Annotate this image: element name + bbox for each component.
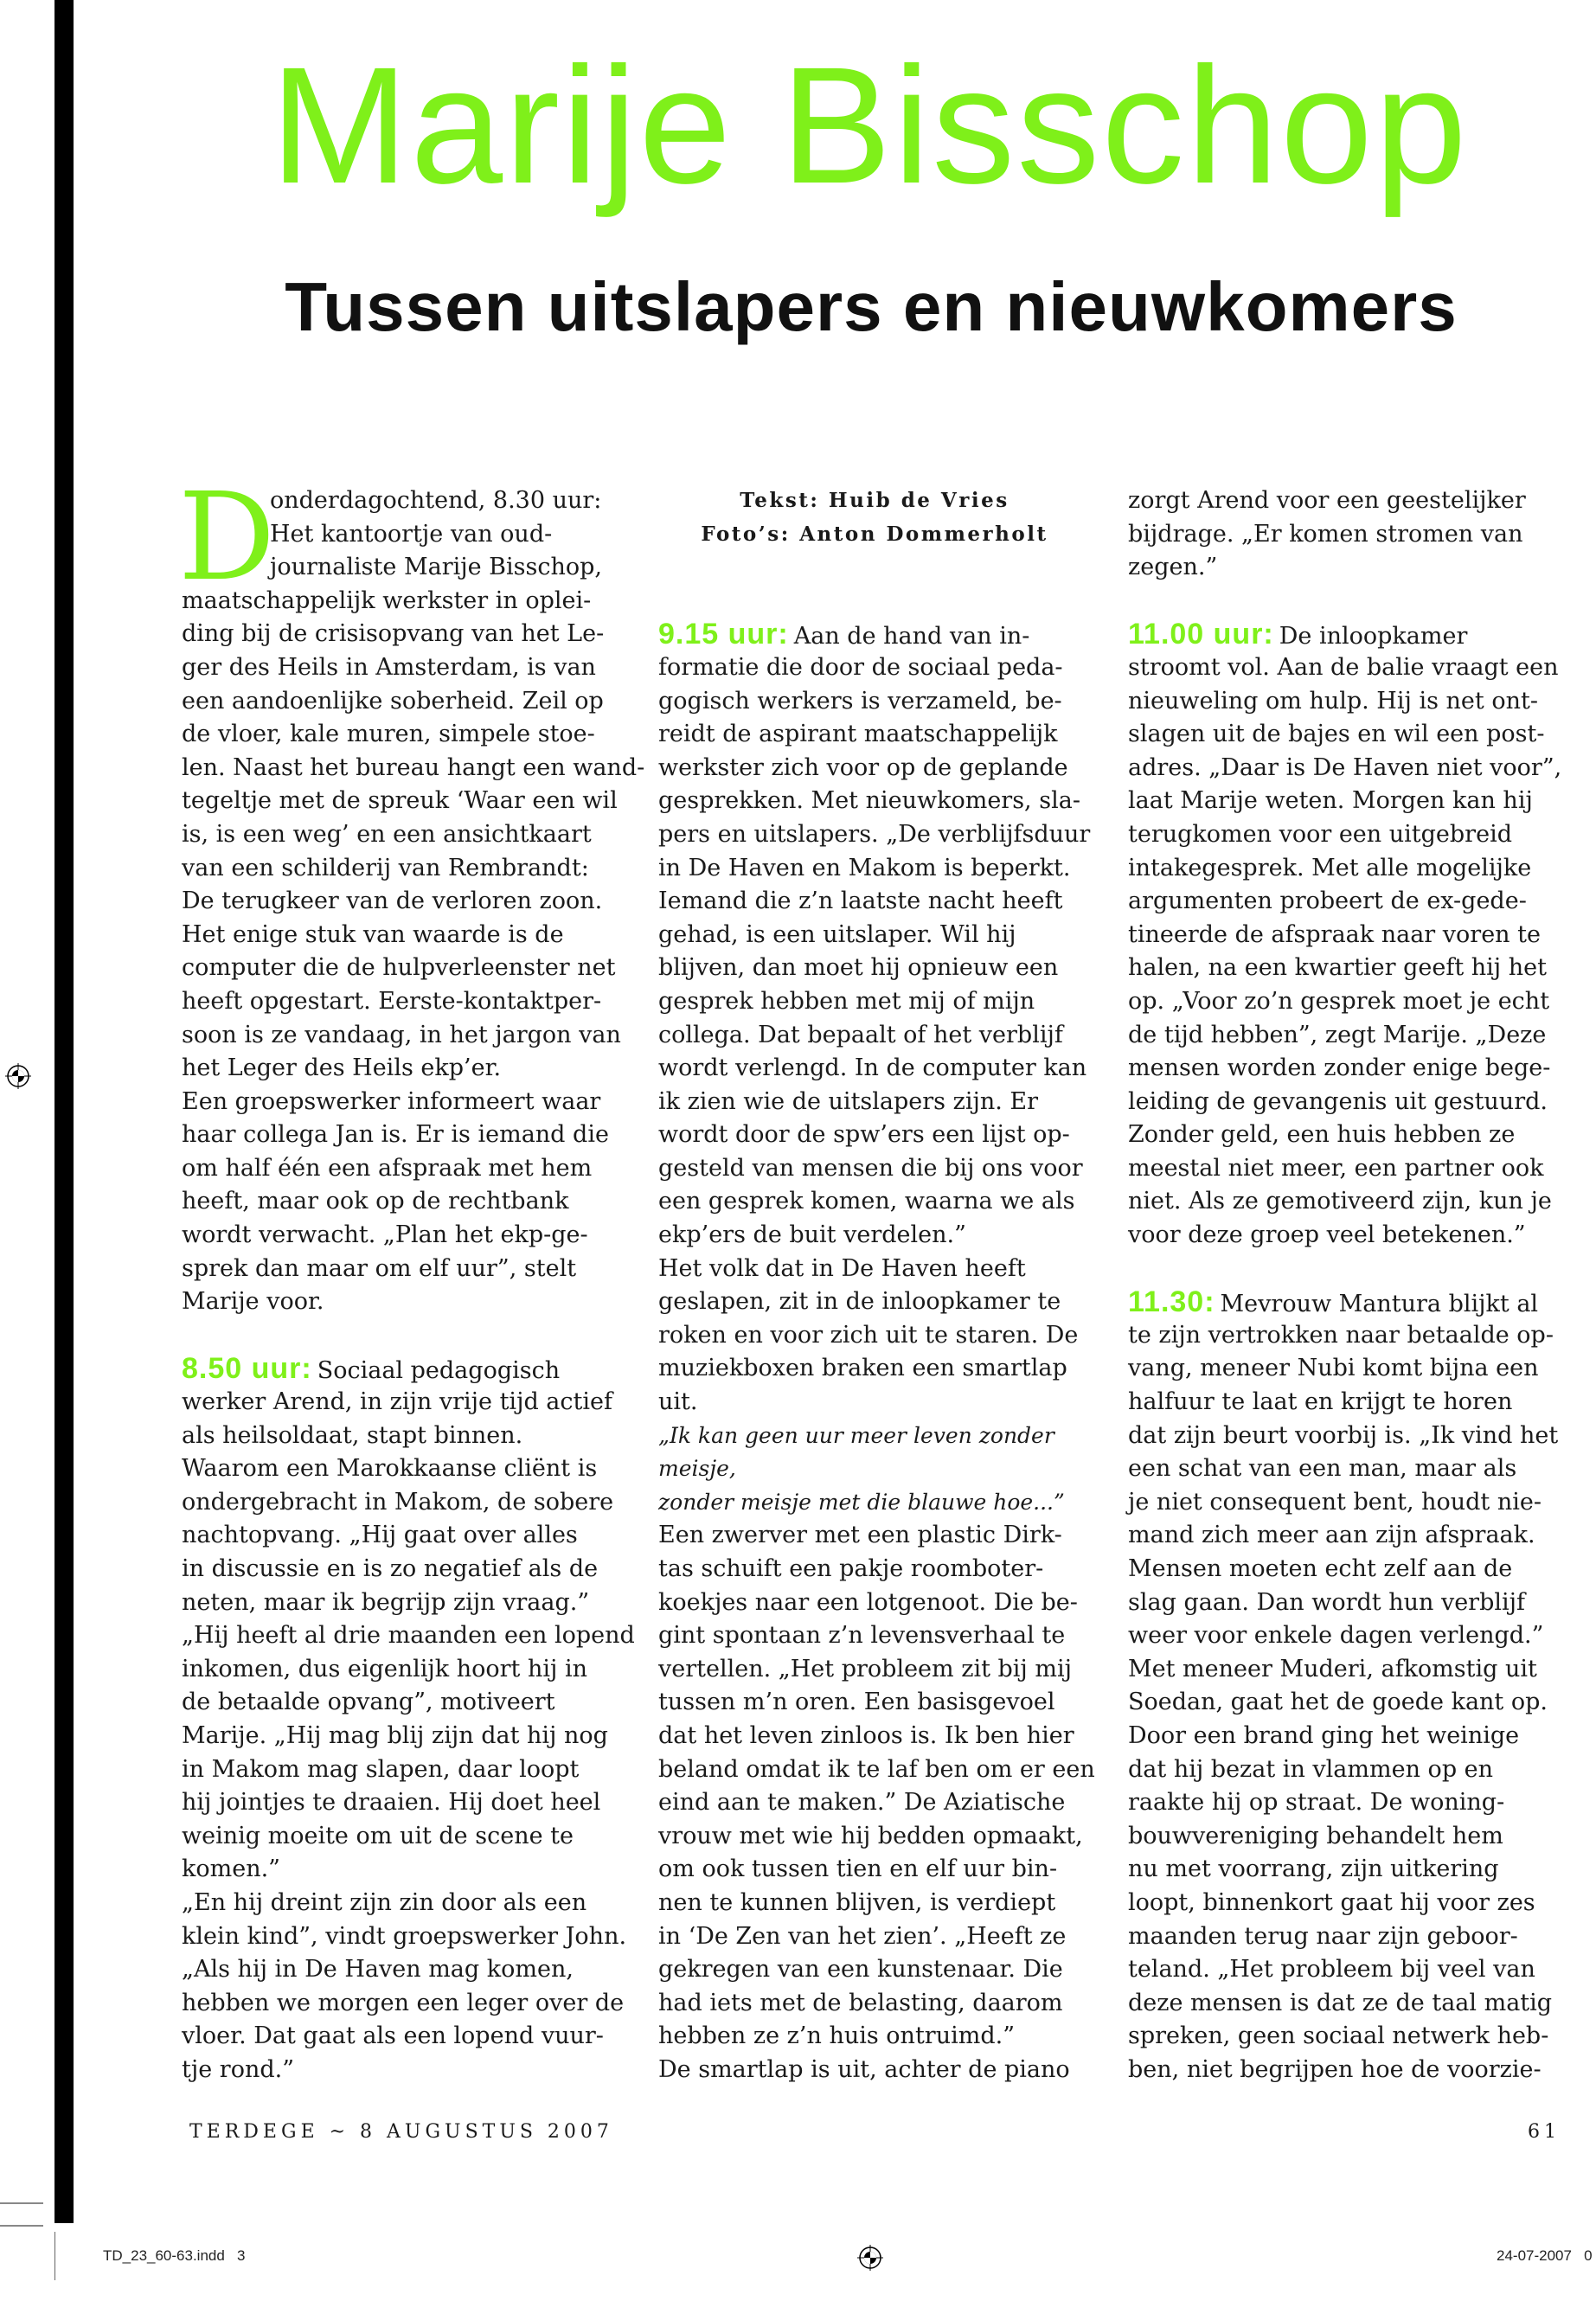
text-line: tas schuift een pakje roomboter- (658, 1555, 1044, 1582)
text-line: in De Haven en Makom is beperkt. (658, 854, 1071, 881)
text-line: Het enige stuk van waarde is de (182, 920, 564, 948)
text-line: gehad, is een uitslaper. Wil hij (658, 920, 1016, 948)
text-line: zorgt Arend voor een geestelijker (1128, 487, 1526, 514)
text-line: halen, na een kwartier geeft hij het (1128, 954, 1547, 982)
text-line: Het volk dat in De Haven heeft (658, 1254, 1026, 1282)
text-line: als heilsoldaat, stapt binnen. (182, 1421, 523, 1449)
text-line: nieuweling om hulp. Hij is net ont- (1128, 687, 1538, 715)
text-line: Het kantoortje van oud- (270, 520, 553, 548)
text-line: neten, maar ik begrijp zijn vraag.” (182, 1588, 590, 1616)
text-line: niet. Als ze gemotiveerd zijn, kun je (1128, 1188, 1552, 1215)
text-line: formatie die door de sociaal peda- (658, 653, 1063, 681)
text-line (1128, 1285, 1561, 1319)
text-line: werkster zich voor op de geplande (658, 753, 1068, 781)
text-line: Met meneer Muderi, afkomstig uit (1128, 1655, 1537, 1682)
article-credit: Foto’s: Anton Dommerholt (701, 522, 1048, 546)
text-line: het Leger des Heils ekp’er. (182, 1054, 502, 1082)
article-credit: Tekst: Huib de Vries (740, 489, 1010, 512)
text-line: ger des Heils in Amsterdam, is van (182, 653, 596, 681)
text-line: ondergebracht in Makom, de sobere (182, 1488, 614, 1516)
text-line: blijven, dan moet hij opnieuw een (658, 954, 1059, 982)
crop-mark (0, 2225, 43, 2227)
text-line: een gesprek komen, waarna we als (658, 1188, 1075, 1215)
text-line: vloer. Dat gaat als een lopend vuur- (182, 2022, 604, 2050)
text-line: heeft, maar ook op de rechtbank (182, 1188, 569, 1215)
text-line: van een schilderij van Rembrandt: (182, 854, 589, 881)
text-line: „En hij dreint zijn zin door als een (182, 1888, 587, 1916)
text-line: ding bij de crisisopvang van het Le- (182, 620, 605, 648)
text-run: Mevrouw Mantura blijkt al (1220, 1291, 1539, 1318)
text-line (182, 1352, 623, 1386)
text-line: ekp’ers de buit verdelen.” (658, 1221, 966, 1249)
text-line: adres. „Daar is De Haven niet voor”, (1128, 753, 1562, 781)
text-line: ik zien wie de uitslapers zijn. Er (658, 1087, 1039, 1115)
text-line: mensen worden zonder enige bege- (1128, 1054, 1551, 1082)
text-line: terugkomen voor een uitgebreid (1128, 820, 1512, 848)
text-line: Zonder geld, een huis hebben ze (1128, 1121, 1516, 1149)
text-line: nen te kunnen blijven, is verdiept (658, 1888, 1056, 1916)
text-line: onderdagochtend, 8.30 uur: (270, 487, 602, 514)
text-line: gesteld van mensen die bij ons voor (658, 1154, 1083, 1182)
text-run: De inloopkamer (1279, 623, 1468, 651)
text-line: hebben we morgen een leger over de (182, 1989, 625, 2016)
text-line: vertellen. „Het probleem zit bij mij (658, 1655, 1072, 1682)
crop-mark (0, 2202, 43, 2204)
text-line: deze mensen is dat ze de taal matig (1128, 1989, 1553, 2016)
text-line: spreken, geen sociaal netwerk heb- (1128, 2022, 1549, 2050)
time-heading: 11.00 uur: (1128, 618, 1274, 651)
text-line: wordt door de spw’ers een lijst op- (658, 1121, 1070, 1149)
text-line: de betaalde opvang”, motiveert (182, 1689, 555, 1716)
drop-cap: D (178, 467, 276, 608)
text-line: „Hij heeft al drie maanden een lopend (182, 1622, 635, 1650)
text-line: Marije voor. (182, 1288, 324, 1316)
text-line: Marije. „Hij mag blij zijn dat hij nog (182, 1721, 608, 1749)
text-line: in Makom mag slapen, daar loopt (182, 1755, 580, 1783)
text-line: stroomt vol. Aan de balie vraagt een (1128, 653, 1559, 681)
text-line: teland. „Het probleem bij veel van (1128, 1956, 1535, 1984)
text-line (1128, 585, 1561, 619)
text-line (1128, 1253, 1561, 1286)
text-line (1128, 618, 1561, 651)
text-line: halfuur te laat en krijgt te horen (1128, 1388, 1513, 1416)
text-line: mand zich meer aan zijn afspraak. (1128, 1522, 1535, 1549)
text-line: tegeltje met de spreuk ‘Waar een wil (182, 787, 618, 815)
text-line (182, 1319, 623, 1353)
text-line: voor deze groep veel betekenen.” (1128, 1221, 1526, 1249)
text-line: wordt verwacht. „Plan het ekp-ge- (182, 1221, 588, 1249)
text-line: raakte hij op straat. De woning- (1128, 1789, 1505, 1817)
text-line: tussen m’n oren. Een basisgevoel (658, 1689, 1055, 1716)
text-line: gekregen van een kunstenaar. Die (658, 1956, 1063, 1984)
text-line: zegen.” (1128, 554, 1218, 581)
text-line: beland omdat ik te laf ben om er een (658, 1755, 1095, 1783)
slug-date: 24-07-2007 0 (1497, 2247, 1593, 2264)
registration-mark-icon (5, 1063, 31, 1089)
text-line: gesprek hebben met mij of mijn (658, 987, 1035, 1015)
text-line: vrouw met wie hij bedden opmaakt, (658, 1822, 1083, 1849)
text-run: Aan de hand van in- (793, 623, 1030, 651)
text-line: tje rond.” (182, 2055, 295, 2083)
text-line: klein kind”, vindt groepswerker John. (182, 1922, 627, 1950)
text-line: had iets met de belasting, daarom (658, 1989, 1063, 2016)
registration-mark-icon (857, 2245, 883, 2271)
text-line: argumenten probeert de ex-gede- (1128, 888, 1527, 915)
text-line: Soedan, gaat het de goede kant op. (1128, 1689, 1548, 1716)
text-line: slagen uit de bajes en wil een post- (1128, 721, 1545, 748)
article-column-3 (1128, 484, 1561, 2087)
text-line: om ook tussen tien en elf uur bin- (658, 1856, 1058, 1883)
text-line: wordt verlengd. In de computer kan (658, 1054, 1087, 1082)
text-line (658, 585, 1091, 619)
text-line: hij jointjes te draaien. Hij doet heel (182, 1789, 601, 1817)
text-line: Iemand die z’n laatste nacht heeft (658, 888, 1063, 915)
text-line: in discussie en is zo negatief als de (182, 1555, 599, 1582)
time-heading: 11.30: (1128, 1285, 1215, 1319)
text-line: tineerde de afspraak naar voren te (1128, 920, 1541, 948)
time-heading: 9.15 uur: (658, 618, 789, 651)
text-line: een aandoenlijke soberheid. Zeil op (182, 687, 604, 715)
text-line: Een zwerver met een plastic Dirk- (658, 1522, 1062, 1549)
text-line: komen.” (182, 1856, 280, 1883)
text-line: loopt, binnenkort gaat hij voor zes (1128, 1888, 1535, 1916)
text-line: dat het leven zinloos is. Ik ben hier (658, 1721, 1074, 1749)
text-line: gesprekken. Met nieuwkomers, sla- (658, 787, 1080, 815)
text-line: is, is een weg’ en een ansichtkaart (182, 820, 592, 848)
text-run: Sociaal pedagogisch (317, 1357, 561, 1385)
text-line: meestal niet meer, een partner ook (1128, 1154, 1544, 1182)
text-line: weer voor enkele dagen verlengd.” (1128, 1622, 1544, 1650)
text-line: leiding de gevangenis uit gestuurd. (1128, 1087, 1548, 1115)
text-line: dat zijn beurt voorbij is. „Ik vind het (1128, 1421, 1559, 1449)
text-line: een schat van een man, maar als (1128, 1455, 1517, 1483)
quoted-lyric: zonder meisje met die blauwe hoe...” (658, 1489, 1065, 1515)
text-line: Een groepswerker informeert waar (182, 1087, 601, 1115)
text-line: dat hij bezat in vlammen op en (1128, 1755, 1494, 1783)
text-line: nu met voorrang, zijn uitkering (1128, 1856, 1499, 1883)
text-line: ben, niet begrijpen hoe de voorzie- (1128, 2055, 1542, 2083)
text-line: vang, meneer Nubi komt bijna een (1128, 1355, 1539, 1382)
text-line: om half één een afspraak met hem (182, 1154, 593, 1182)
text-line: bouwvereniging behandelt hem (1128, 1822, 1503, 1849)
article-subtitle: Tussen uitslapers en nieuwkomers (285, 268, 1458, 345)
text-line: de vloer, kale muren, simpele stoe- (182, 721, 595, 748)
text-line: maatschappelijk werkster in oplei- (182, 586, 592, 614)
page-title: Marije Bisschop (270, 32, 1469, 218)
page-number: 61 (1528, 2121, 1561, 2143)
text-line: computer die de hulpverleenster net (182, 954, 616, 982)
text-line: gogisch werkers is verzameld, be- (658, 687, 1062, 715)
text-line: koekjes naar een lotgenoot. Die be- (658, 1588, 1078, 1616)
text-line: collega. Dat bepaalt of het verblijf (658, 1021, 1063, 1048)
text-line: „Als hij in De Haven mag komen, (182, 1956, 574, 1984)
text-line: len. Naast het bureau hangt een wand- (182, 753, 645, 781)
crop-mark (54, 2232, 55, 2280)
time-heading: 8.50 uur: (182, 1352, 312, 1386)
text-line: hebben ze z’n huis ontruimd.” (658, 2022, 1016, 2050)
slug-file: TD_23_60-63.indd 3 (103, 2247, 246, 2264)
text-line: maanden terug naar zijn geboor- (1128, 1922, 1518, 1950)
text-line: pers en uitslapers. „De verblijfsduur (658, 820, 1091, 848)
text-line: je niet consequent bent, houdt nie- (1128, 1488, 1542, 1516)
text-line: haar collega Jan is. Er is iemand die (182, 1121, 609, 1149)
text-line: journaliste Marije Bisschop, (270, 554, 602, 581)
text-line: uit. (658, 1388, 698, 1416)
text-line: intakegesprek. Met alle mogelijke (1128, 854, 1532, 881)
text-line: geslapen, zit in de inloopkamer te (658, 1288, 1061, 1316)
text-line: soon is ze vandaag, in het jargon van (182, 1021, 621, 1048)
text-line: nachtopvang. „Hij gaat over alles (182, 1522, 578, 1549)
text-line: Waarom een Marokkaanse cliënt is (182, 1455, 598, 1483)
text-line: reidt de aspirant maatschappelijk (658, 721, 1058, 748)
text-line: werker Arend, in zijn vrije tijd actief (182, 1388, 612, 1416)
text-line: roken en voor zich uit te staren. De (658, 1321, 1079, 1349)
text-line: slag gaan. Dan wordt hun verblijf (1128, 1588, 1525, 1616)
text-line: muziekboxen braken een smartlap (658, 1355, 1067, 1382)
footer-publication: TERDEGE ~ 8 AUGUSTUS 2007 (189, 2121, 613, 2143)
text-line: De terugkeer van de verloren zoon. (182, 888, 603, 915)
text-line: sprek dan maar om elf uur”, stelt (182, 1254, 577, 1282)
text-line (658, 551, 1091, 585)
text-line (658, 618, 1091, 651)
text-line: inkomen, dus eigenlijk hoort hij in (182, 1655, 587, 1682)
text-line: weinig moeite om uit de scene te (182, 1822, 574, 1849)
article-column-2 (658, 484, 1095, 2087)
text-line: heeft opgestart. Eerste-kontaktper- (182, 987, 602, 1015)
text-line: gint spontaan z’n levensverhaal te (658, 1622, 1066, 1650)
text-line: bijdrage. „Er komen stromen van (1128, 520, 1523, 548)
quoted-lyric: „Ik kan geen uur meer leven zonder (658, 1422, 1054, 1448)
text-line: de tijd hebben”, zegt Marije. „Deze (1128, 1021, 1547, 1048)
text-line: te zijn vertrokken naar betaalde op- (1128, 1321, 1554, 1349)
text-line: De smartlap is uit, achter de piano (658, 2055, 1070, 2083)
text-line: Door een brand ging het weinige (1128, 1721, 1520, 1749)
article-column-1 (178, 467, 645, 2087)
text-line: eind aan te maken.” De Aziatische (658, 1789, 1066, 1817)
text-line: in ‘De Zen van het zien’. „Heeft ze (658, 1922, 1067, 1950)
text-line: laat Marije weten. Morgen kan hij (1128, 787, 1533, 815)
text-line: Mensen moeten echt zelf aan de (1128, 1555, 1513, 1582)
text-line: op. „Voor zo’n gesprek moet je echt (1128, 987, 1550, 1015)
quoted-lyric: meisje, (658, 1456, 736, 1482)
